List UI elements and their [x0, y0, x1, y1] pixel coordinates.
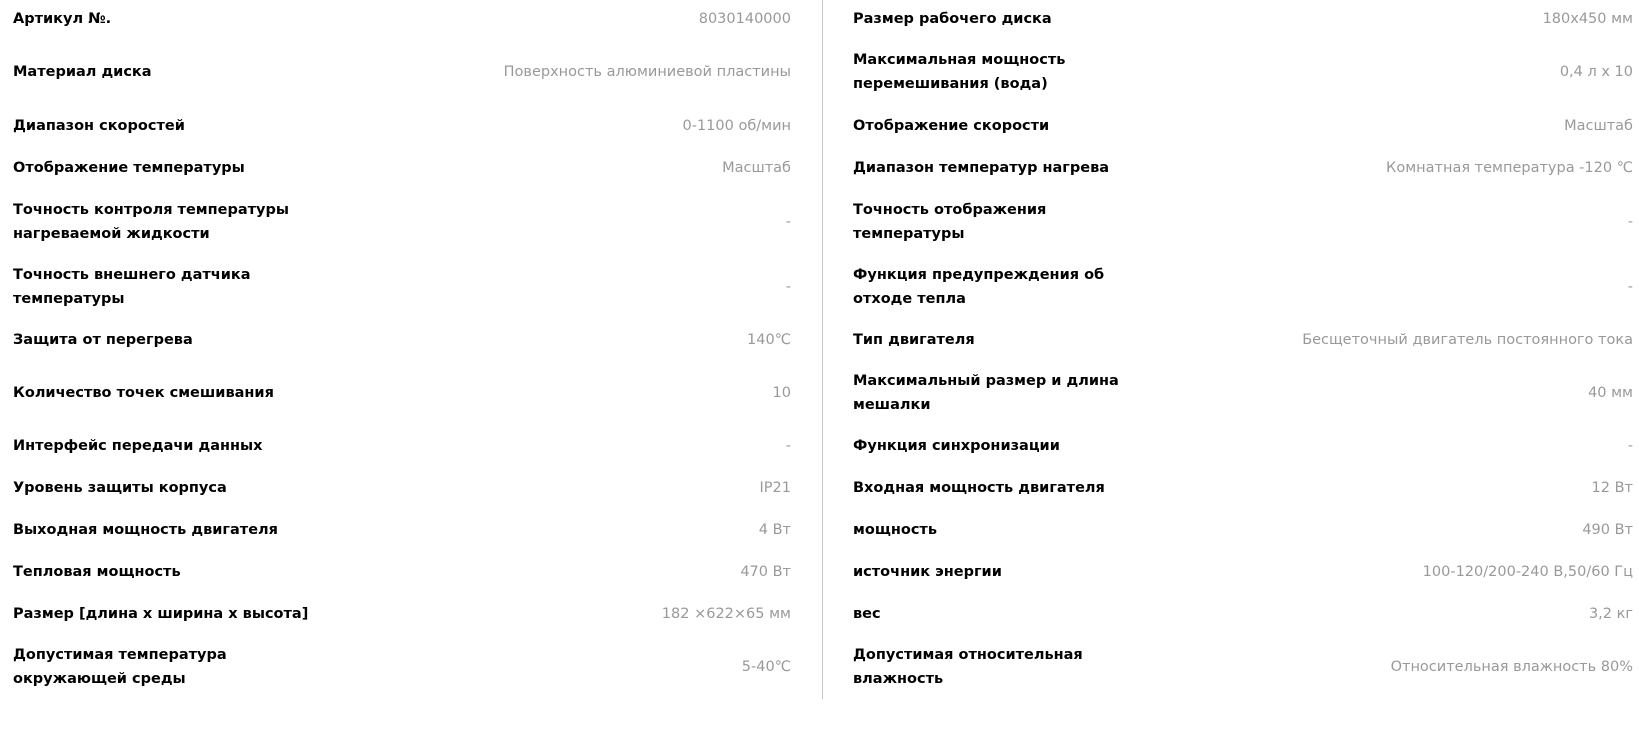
spec-value: 12 Вт [1591, 480, 1633, 496]
spec-cell-left [0, 38, 823, 105]
spec-value: - [1627, 279, 1633, 295]
spec-cell-left [0, 509, 823, 551]
spec-label: вес [853, 606, 881, 622]
spec-label: Тип двигателя [853, 332, 975, 348]
spec-row [0, 425, 1639, 467]
spec-value: 182 ×622×65 мм [661, 606, 791, 622]
spec-label: Интерфейс передачи данных [13, 438, 263, 454]
spec-label: Защита от перегрева [13, 332, 193, 348]
spec-cell-right [823, 593, 1639, 635]
spec-value: 490 Вт [1582, 522, 1633, 538]
spec-cell-right [823, 509, 1639, 551]
spec-row [0, 105, 1639, 147]
spec-cell-right [823, 38, 1639, 105]
spec-row [0, 551, 1639, 593]
spec-value: 0-1100 об/мин [682, 118, 791, 134]
spec-cell-left [0, 467, 823, 509]
spec-row [0, 147, 1639, 189]
spec-label: Артикул №. [13, 11, 112, 27]
spec-cell-left [0, 635, 823, 699]
spec-cell-right [823, 0, 1639, 38]
spec-value: Бесщеточный двигатель постоянного тока [1302, 332, 1633, 348]
spec-value: 3,2 кг [1588, 606, 1633, 622]
spec-label: Количество точек смешивания [13, 385, 274, 401]
spec-label: Отображение скорости [853, 118, 1050, 134]
spec-cell-left [0, 361, 823, 425]
spec-value: - [1627, 214, 1633, 230]
spec-cell-left [0, 105, 823, 147]
spec-cell-right [823, 189, 1639, 255]
spec-value: 0,4 л x 10 [1559, 63, 1633, 80]
spec-label: Размер [длина x ширина x высота] [13, 606, 309, 622]
spec-row [0, 38, 1639, 105]
spec-label: Диапазон температур нагрева [853, 160, 1110, 176]
spec-value: IP21 [759, 480, 791, 496]
spec-label: Выходная мощность двигателя [13, 522, 278, 538]
spec-value: 470 Вт [740, 564, 791, 580]
spec-value: Поверхность алюминиевой пластины [503, 63, 791, 80]
spec-cell-right [823, 105, 1639, 147]
spec-value: 5-40℃ [741, 659, 791, 675]
spec-cell-right [823, 147, 1639, 189]
spec-cell-right [823, 319, 1639, 361]
spec-label: Входная мощность двигателя [853, 480, 1105, 496]
spec-value: Комнатная температура -120 ℃ [1386, 160, 1633, 176]
spec-value: - [1627, 438, 1633, 454]
spec-label: Функция предупреждения об отходе тепла [853, 267, 1105, 307]
spec-cell-left [0, 425, 823, 467]
spec-value: 40 мм [1588, 385, 1633, 401]
spec-label: Размер рабочего диска [853, 11, 1052, 27]
spec-row [0, 509, 1639, 551]
spec-value: - [785, 438, 791, 454]
spec-label: Отображение температуры [13, 160, 245, 176]
spec-label: Максимальный размер и длина мешалки [853, 373, 1119, 413]
spec-label: Материал диска [13, 63, 152, 80]
spec-row [0, 593, 1639, 635]
spec-label: Точность отображения температуры [853, 202, 1047, 242]
spec-value: - [785, 279, 791, 295]
spec-row [0, 635, 1639, 699]
spec-cell-right [823, 361, 1639, 425]
spec-value: 8030140000 [698, 11, 791, 27]
spec-value: Относительная влажность 80% [1390, 659, 1633, 675]
spec-label: Уровень защиты корпуса [13, 480, 227, 496]
spec-cell-left [0, 255, 823, 319]
spec-row [0, 467, 1639, 509]
spec-value: Масштаб [722, 160, 791, 176]
spec-cell-left [0, 189, 823, 255]
spec-label: источник энергии [853, 564, 1002, 580]
spec-value: 100-120/200-240 В,50/60 Гц [1422, 564, 1633, 580]
spec-cell-right [823, 467, 1639, 509]
spec-value: 4 Вт [758, 522, 791, 538]
spec-cell-right [823, 425, 1639, 467]
spec-label: Допустимая относительная влажность [853, 647, 1083, 687]
spec-cell-left [0, 319, 823, 361]
spec-value: - [785, 214, 791, 230]
spec-row [0, 0, 1639, 38]
spec-row [0, 255, 1639, 319]
spec-row [0, 319, 1639, 361]
spec-label: Тепловая мощность [13, 564, 181, 580]
spec-value: 10 [772, 385, 791, 401]
spec-cell-right [823, 635, 1639, 699]
spec-label: мощность [853, 522, 937, 538]
spec-cell-right [823, 255, 1639, 319]
spec-label: Максимальная мощность перемешивания (вода) [853, 51, 1066, 92]
spec-cell-left [0, 147, 823, 189]
spec-row [0, 361, 1639, 425]
spec-value: 180x450 мм [1542, 11, 1633, 27]
spec-label: Допустимая температура окружающей среды [13, 647, 227, 687]
spec-label: Функция синхронизации [853, 438, 1060, 454]
spec-value: Масштаб [1564, 118, 1633, 134]
spec-cell-left [0, 593, 823, 635]
spec-value: 140℃ [747, 332, 791, 348]
spec-label: Диапазон скоростей [13, 118, 185, 134]
spec-label: Точность внешнего датчика температуры [13, 267, 251, 307]
spec-label: Точность контроля температуры нагреваемой жидкости [13, 202, 290, 242]
spec-cell-left [0, 551, 823, 593]
spec-cell-left [0, 0, 823, 38]
spec-cell-right [823, 551, 1639, 593]
spec-row [0, 189, 1639, 255]
